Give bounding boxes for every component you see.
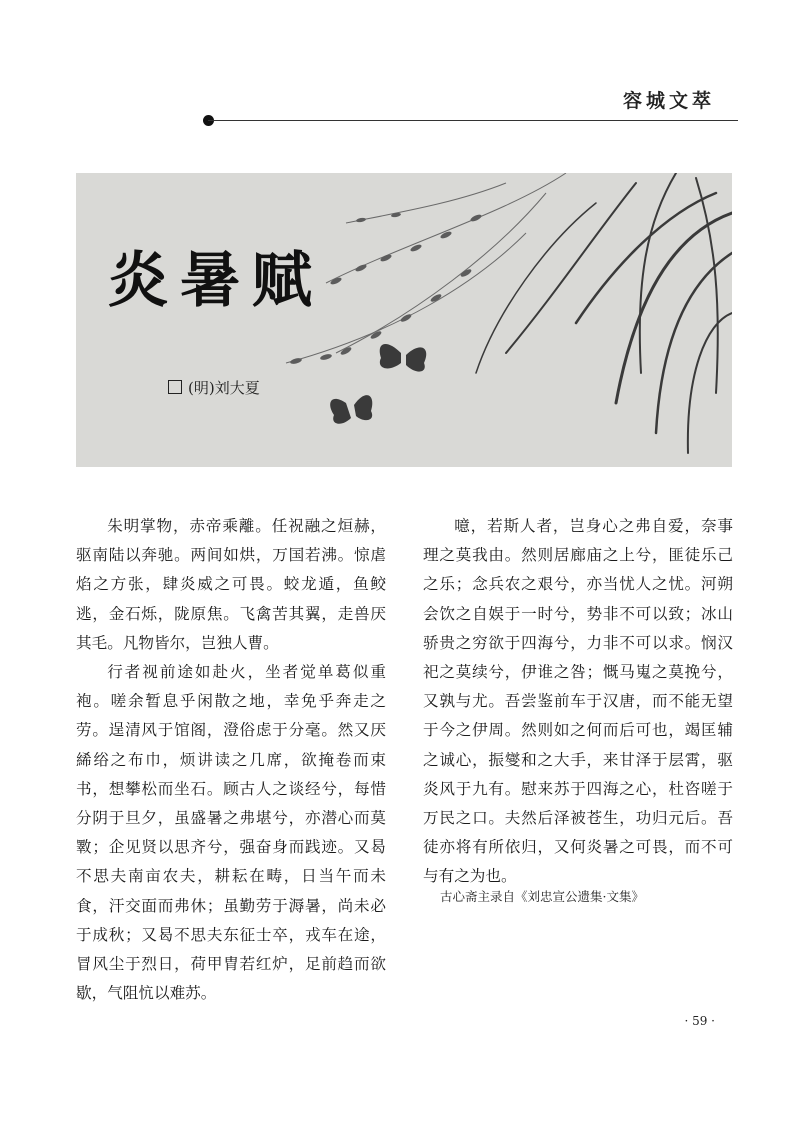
journal-title: 容城文萃 bbox=[622, 90, 715, 112]
author-line bbox=[168, 377, 260, 398]
text-column-right bbox=[423, 512, 733, 892]
title-banner bbox=[76, 173, 732, 467]
page-number: · 59 · bbox=[684, 1014, 715, 1028]
source-note: 古心斋主录自《刘忠宣公遗集·文集》 bbox=[440, 889, 644, 904]
paragraph: 朱明掌物，赤帝乘離。任祝融之烜赫，驱南陆以奔驰。两间如烘，万国若沸。惊虐焰之方张，肆炎威之可畏。蛟龙遁，鱼鲛逃，金石烁，陇原焦。飞禽苦其翼，走兽厌其毛。凡物皆尔，岂独人曹。 bbox=[76, 517, 386, 652]
header-rule bbox=[208, 120, 738, 121]
text-column-left bbox=[76, 512, 386, 1008]
author-name: (明)刘大夏 bbox=[188, 379, 260, 397]
paragraph: 行者视前途如赴火，坐者觉单葛似重袍。嗟余暂息乎闲散之地，幸免乎奔走之劳。逞清风于馆阁，澄俗虑于分毫。然又厌絺绤之布巾，烦讲读之几席，欲掩卷而束书，想攀松而坐石。顾古人之谈经兮，每惜分阴于旦夕，虽盛暑之弗堪兮，亦潜心而莫斁；企见贤以思齐兮，强奋身而践迹。又曷不思夫南亩农夫，耕耘在畴，日当午而未食，汗交面而弗休；虽勤劳于溽暑，尚未必于成秋；又曷不思夫东征士卒，戎车在途，冒风尘于烈日，荷甲胄若红炉，足前趋而欲歇，气阻忼以难苏。 bbox=[76, 663, 386, 1003]
paragraph: 噫，若斯人者，岂身心之弗自爱，奈事理之莫我由。然则居廊庙之上兮，匪徒乐己之乐；念兵农之艰兮，亦当忧人之忧。河朔会饮之自娱于一时兮，势非不可以致；冰山骄贵之穷欲于四海兮，力非不可以求。悯汉祀之莫续兮，伊谁之咎；慨马嵬之莫挽兮，又孰与尤。吾尝鉴前车于汉唐，而不能无望于今之伊周。然则如之何而后可也，竭匡辅之诚心，振燮和之大手，来甘泽于层霄，驱炎风于九有。慰来苏于四海之心，杜咨嗟于万民之口。夫然后泽被苍生，功归元后。吾徒亦将有所依归，又何炎暑之可畏，而不可与有之为也。 bbox=[423, 517, 733, 886]
author-box-icon bbox=[168, 380, 182, 394]
article-title: 炎暑赋 bbox=[108, 246, 324, 316]
orchid-butterfly-painting bbox=[76, 173, 732, 467]
